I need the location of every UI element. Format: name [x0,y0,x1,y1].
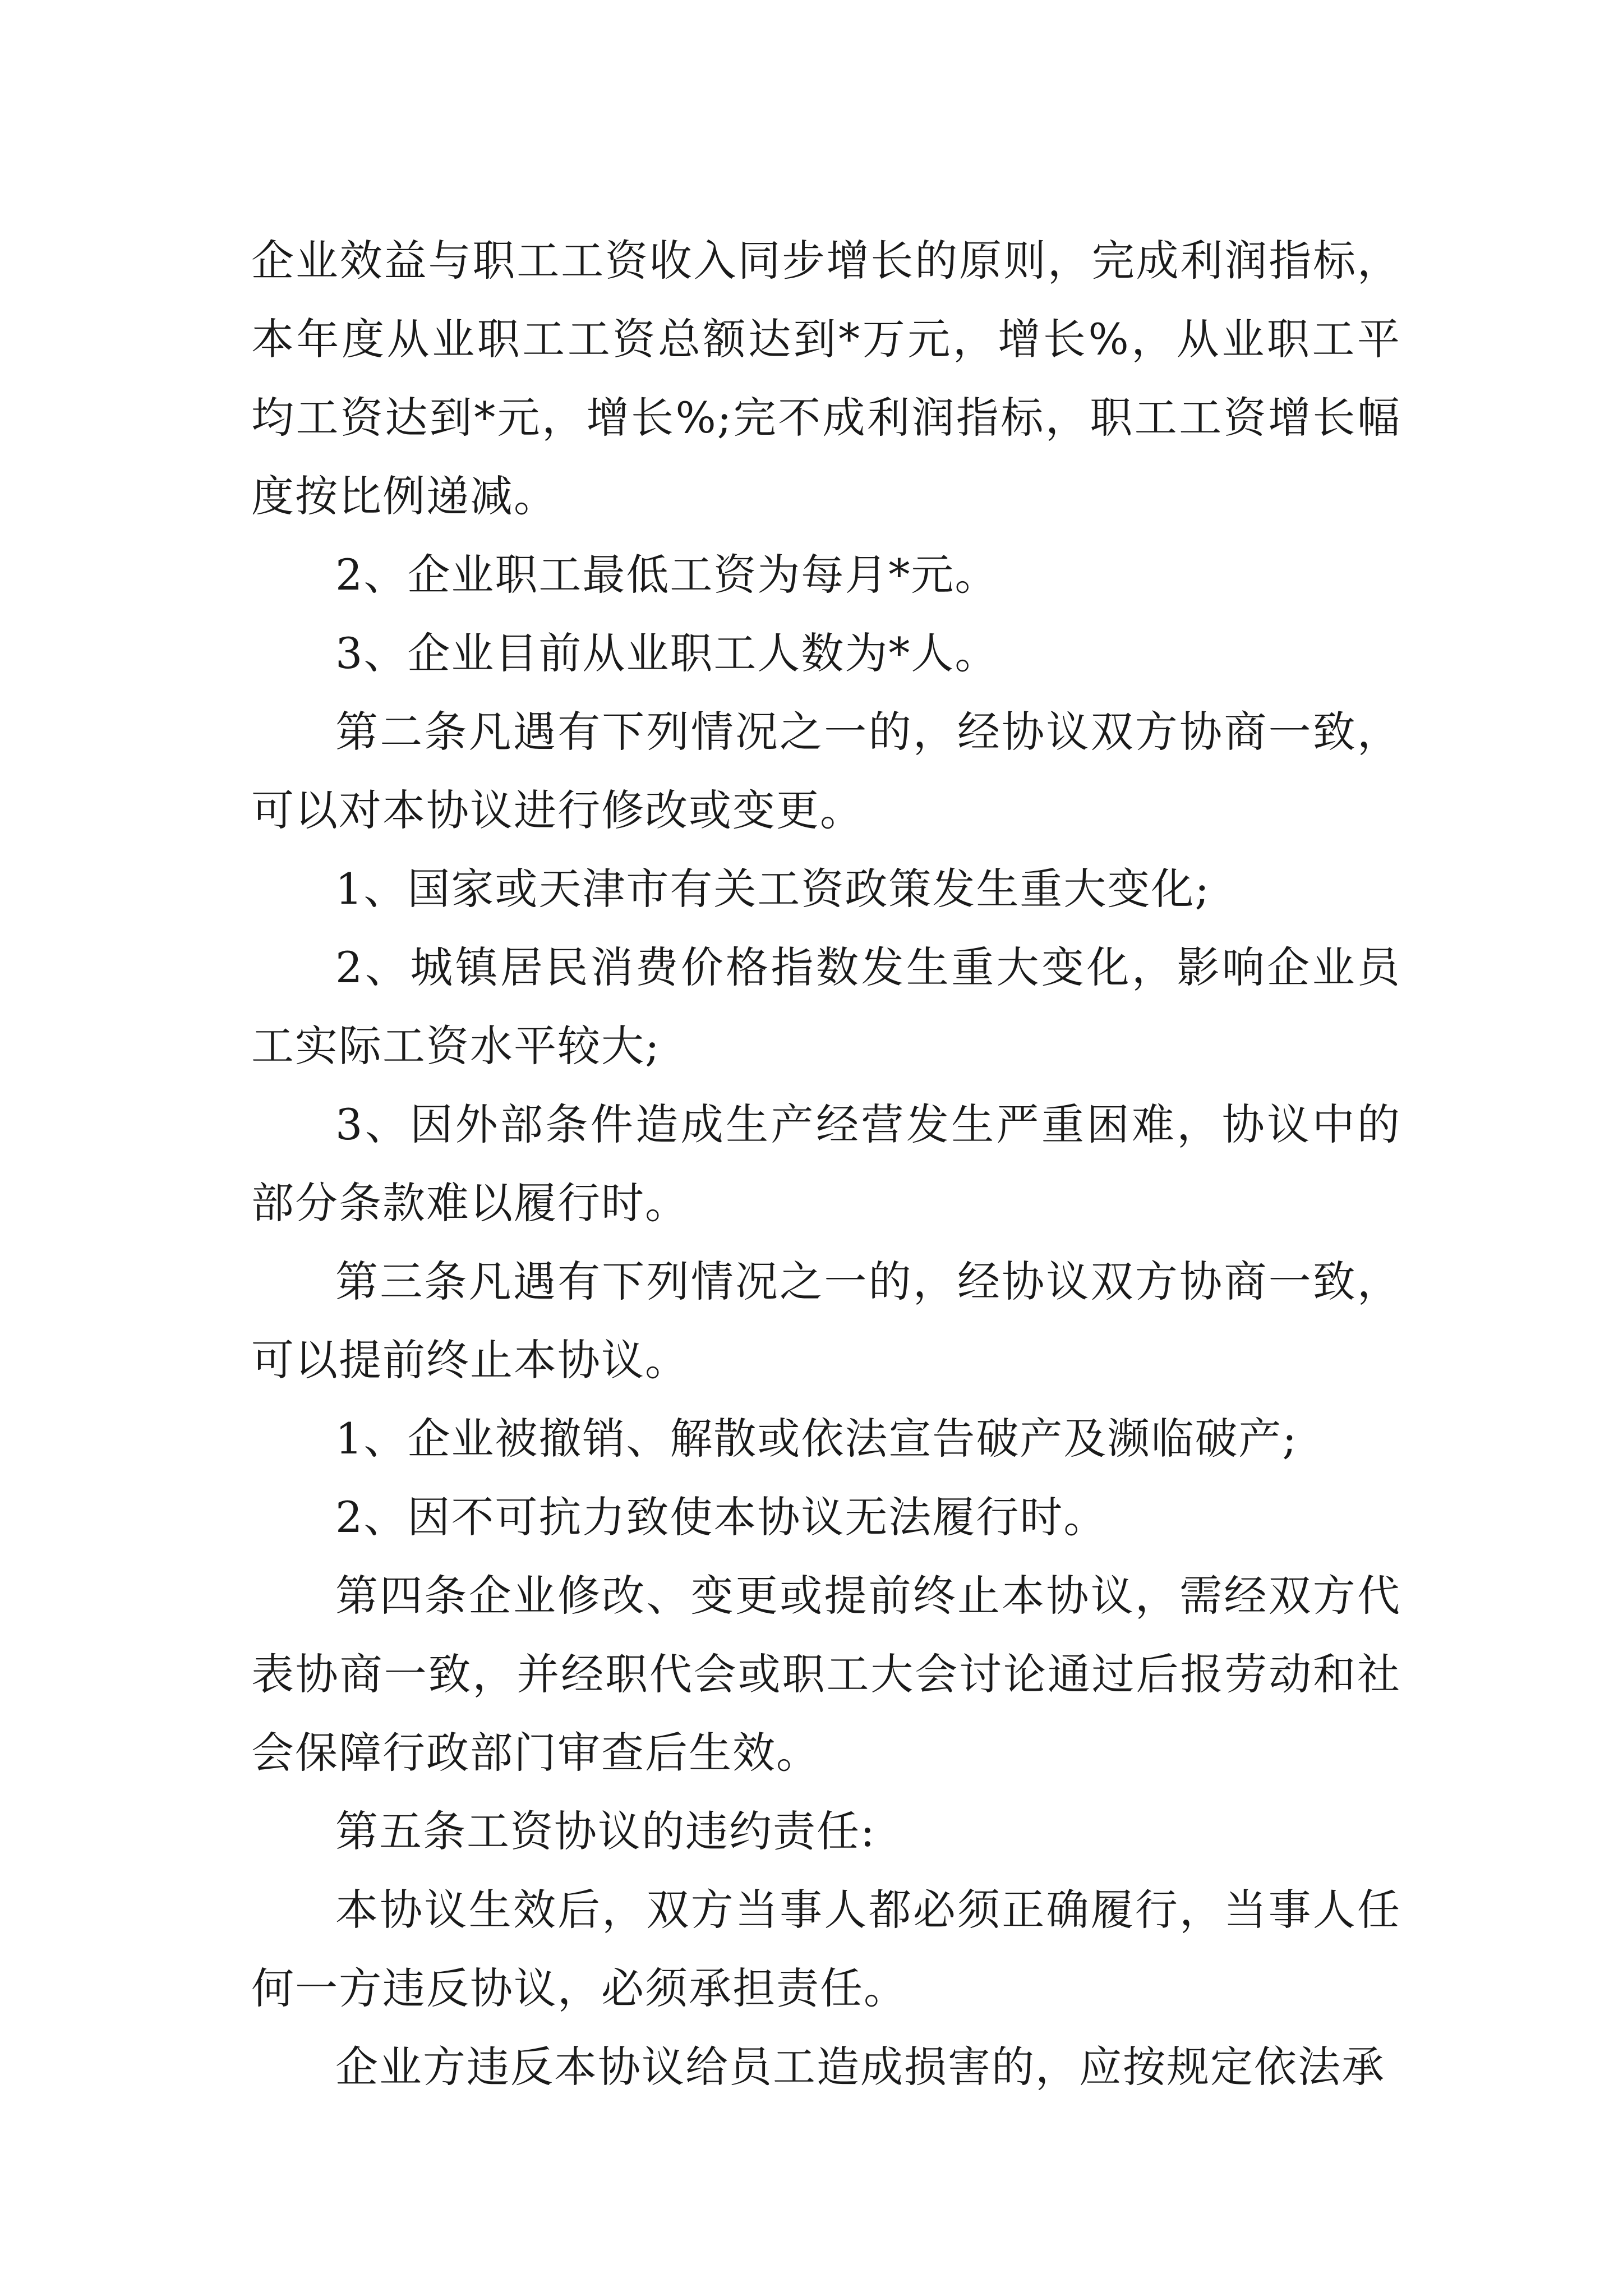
paragraph: 第四条企业修改、变更或提前终止本协议，需经双方代表协商一致，并经职代会或职工大会讨论通过后报劳动和社会保障行政部门审查后生效。 [251,1571,1401,1778]
paragraph: 第五条工资协议的违约责任: [335,1806,876,1856]
paragraph: 第三条凡遇有下列情况之一的，经协议双方协商一致，可以提前终止本协议。 [251,1257,1401,1385]
paragraph: 2、城镇居民消费价格指数发生重大变化，影响企业员工实际工资水平较大; [251,942,1401,1071]
document-body [251,222,1401,2106]
paragraph: 2、因不可抗力致使本协议无法履行时。 [335,1492,1108,1542]
paragraph: 2、企业职工最低工资为每月*元。 [335,550,999,600]
paragraph: 3、企业目前从业职工人数为*人。 [335,628,999,678]
paragraph: 1、国家或天津市有关工资政策发生重大变化; [335,864,1210,914]
paragraph: 1、企业被撤销、解散或依法宣告破产及濒临破产; [335,1414,1298,1464]
paragraph: 第二条凡遇有下列情况之一的，经协议双方协商一致，可以对本协议进行修改或变更。 [251,707,1401,835]
paragraph: 3、因外部条件造成生产经营发生严重困难，协议中的部分条款难以履行时。 [251,1099,1401,1228]
paragraph: 本协议生效后，双方当事人都必须正确履行，当事人任何一方违反协议，必须承担责任。 [251,1885,1401,2013]
paragraph: 企业效益与职工工资收入同步增长的原则，完成利润指标，本年度从业职工工资总额达到*万元，增长%，从业职工平均工资达到*元，增长%;完不成利润指标，职工工资增长幅度按比例递减。 [251,236,1401,521]
paragraph: 企业方违反本协议给员工造成损害的，应按规定依法承 [335,2042,1385,2092]
